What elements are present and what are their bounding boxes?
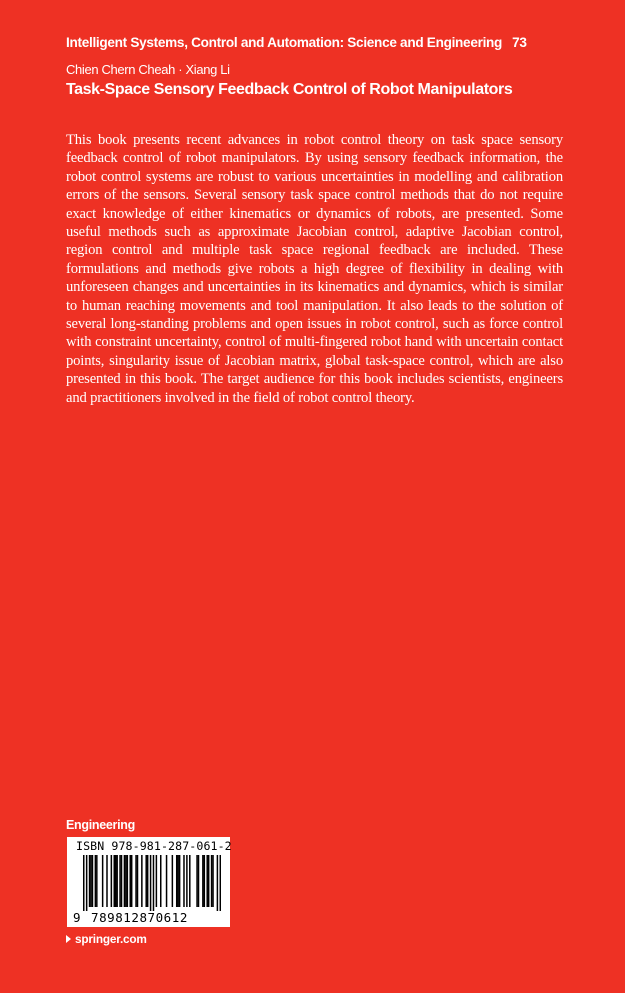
barcode-bar: [208, 855, 210, 907]
barcode-bar: [96, 855, 98, 907]
barcode-bar: [116, 855, 118, 907]
book-description: This book presents recent advances in robot control theory on task space sensory feedback control of robot manipulators. By using sensory feedback information, the robot control systems are robust to various uncertainties in modelling and calibration errors of the sensors. Several sensory task space control methods that do not require exact knowledge of either kinematics or dynamics of robots, are presented. Some useful methods such as approximate Jacobian control, adaptive Jacobian control, region control and multiple task space regional feedback are included. These formulations and methods give robots a high degree of flexibility in dealing with unforeseen changes and uncertainties in its kinematics and dynamics, which is similar to human reaching movements and tool manipulation. It also leads to the solution of several long-standing problems and open issues in robot control, such as force control with constraint uncertainty, control of multi-fingered robot hand with uncertain contact points, singularity issue of Jacobian matrix, global task-space control, which are also presented in this book. The target audience for this book includes scientists, engineers and practitioners involved in the field of robot control theory.: [66, 132, 563, 406]
barcode-bar: [172, 855, 174, 907]
barcode-digits: 789812870612: [91, 910, 188, 925]
barcode-bar: [212, 855, 214, 907]
barcode-bar: [204, 855, 206, 907]
barcode-bar: [177, 855, 179, 907]
barcode-bar: [129, 855, 131, 907]
barcode-bar: [206, 855, 208, 907]
barcode-bar: [196, 855, 198, 907]
barcode-bar: [156, 855, 158, 907]
barcode-bar: [89, 855, 91, 907]
barcode-first-digit: 9: [73, 910, 81, 925]
barcode-bar: [137, 855, 139, 907]
barcode-bar: [86, 855, 88, 911]
barcode-bar: [95, 855, 97, 907]
barcode-bar: [217, 855, 219, 911]
triangle-arrow-icon: [66, 935, 71, 943]
isbn-label: ISBN 978-981-287-061-2: [76, 839, 232, 853]
barcode-bar: [176, 855, 178, 907]
barcode-bar: [114, 855, 116, 907]
barcode-bar: [121, 855, 123, 907]
series-volume: 73: [512, 35, 527, 50]
barcode-bar: [119, 855, 121, 907]
barcode-bar: [135, 855, 137, 907]
barcode-bar: [90, 855, 92, 907]
barcode-bar: [160, 855, 162, 907]
barcode-bar: [186, 855, 188, 907]
barcode-bar: [211, 855, 213, 907]
series-name: Intelligent Systems, Control and Automation: Science and Engineering: [66, 35, 503, 50]
barcode-bar: [166, 855, 168, 907]
barcode-bar: [150, 855, 152, 911]
barcode-bar: [124, 855, 126, 907]
series-heading: [66, 35, 527, 50]
authors: Chien Chern Cheah · Xiang Li: [66, 62, 230, 77]
barcode-bar: [220, 855, 221, 911]
barcode-bar: [202, 855, 204, 907]
barcode-bar: [106, 855, 108, 907]
barcode-bar: [92, 855, 94, 907]
barcode-bar: [115, 855, 117, 907]
barcode-bar: [127, 855, 129, 907]
barcode-bar: [111, 855, 113, 907]
barcode-bar: [183, 855, 185, 907]
subject-category: Engineering: [66, 818, 135, 832]
publisher-link[interactable]: [66, 932, 147, 946]
barcode-bar: [125, 855, 127, 907]
barcode-bar: [179, 855, 181, 907]
barcode-bar: [145, 855, 147, 907]
barcode-bar: [198, 855, 200, 907]
barcode-bar: [153, 855, 155, 911]
barcode-bar: [141, 855, 143, 907]
barcode-bar: [147, 855, 149, 907]
barcode-bar: [83, 855, 85, 911]
publisher-url: springer.com: [75, 932, 147, 946]
barcode-bar: [189, 855, 191, 907]
barcode-bar: [131, 855, 133, 907]
barcode-bar: [102, 855, 104, 907]
barcode-bars: [83, 855, 221, 911]
book-title: Task-Space Sensory Feedback Control of Robot Manipulators: [66, 81, 513, 98]
isbn-barcode: [67, 837, 230, 927]
